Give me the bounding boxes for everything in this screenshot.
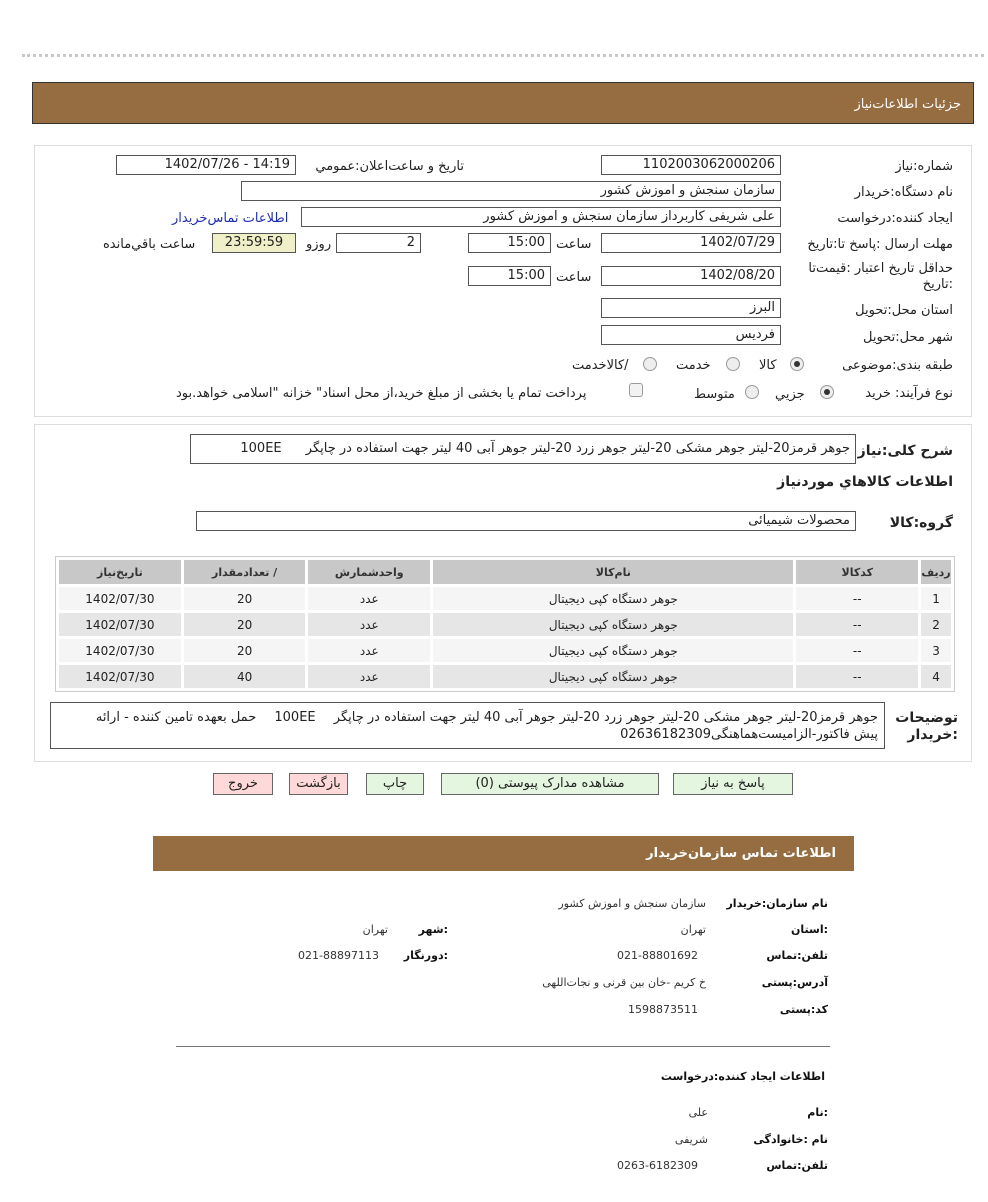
table-row <box>59 639 951 662</box>
city-label: شهر محل:تحویل <box>863 330 953 345</box>
cell-quantity: 20 <box>184 587 306 610</box>
remaining-label: ساعت باقي‌مانده <box>103 237 196 252</box>
process-radio-medium[interactable] <box>745 385 759 399</box>
cell-unit: عدد <box>308 639 430 662</box>
days-field: 2 <box>336 233 421 253</box>
buyer-notes-field <box>50 702 885 749</box>
creator-label: ایجاد کننده:درخواست <box>837 211 953 226</box>
table-row <box>59 665 951 688</box>
cell-row-number: 1 <box>921 587 951 610</box>
validity-date-field: 1402/08/20 <box>601 266 781 286</box>
cell-date: 1402/07/30 <box>59 587 181 610</box>
col-header-name: نام‌کالا <box>433 560 793 584</box>
contact-phone-value: 021-88801692 <box>617 949 698 962</box>
table-row <box>59 613 951 636</box>
buyer-contact-link[interactable]: اطلاعات تماس‌خریدار <box>172 211 289 226</box>
contact-title: اطلاعات تماس سازمان‌خریدار <box>646 846 836 861</box>
creator-section-title: اطلاعات ایجاد کننده:درخواست <box>660 1070 825 1083</box>
announce-field: 1402/07/26 - 14:19 <box>116 155 296 175</box>
buyer-notes-code: 100EE <box>274 710 316 725</box>
cell-row-number: 4 <box>921 665 951 688</box>
creator-field: علی شریفی کاربرداز سازمان سنجش و اموزش کشور <box>301 207 781 227</box>
page-header-bar <box>32 82 974 124</box>
col-header-row: ردیف <box>921 560 951 584</box>
summary-text: جوهر قرمز20-لیتر جوهر مشکی 20-لیتر جوهر زرد 20-لیتر جوهر آبی 40 لیتر جهت استفاده در چاپگر <box>305 441 850 456</box>
buyer-notes-line1 <box>57 709 878 726</box>
cell-name: جوهر دستگاه کپی دیجیتال <box>433 613 793 636</box>
creator-phone-value: 0263-6182309 <box>617 1159 698 1172</box>
deadline-time-field: 15:00 <box>468 233 551 253</box>
contact-phone-label: تلفن:تماس <box>766 949 828 962</box>
cell-name: جوهر دستگاه کپی دیجیتال <box>433 587 793 610</box>
goods-table <box>55 556 955 692</box>
process-option-minor: جزيي <box>775 387 805 402</box>
table-row <box>59 587 951 610</box>
contact-address-value: خ کریم -خان بین قرنی و نجات‌اللهی <box>542 976 706 989</box>
contact-fax-value: 021-88897113 <box>298 949 379 962</box>
summary-field <box>190 434 856 464</box>
validity-label: حداقل تاریخ اعتبار :قیمت‌تا :تاریخ <box>808 261 953 292</box>
cell-unit: عدد <box>308 613 430 636</box>
contact-fax-label: :دورنگار <box>403 949 448 962</box>
buyer-notes-text: جوهر قرمز20-لیتر جوهر مشکی 20-لیتر جوهر زرد 20-لیتر جوهر آبی 40 لیتر جهت استفاده در چاپگر <box>333 710 878 725</box>
cell-name: جوهر دستگاه کپی دیجیتال <box>433 639 793 662</box>
reply-button[interactable]: پاسخ به نیاز <box>673 773 793 795</box>
process-radio-minor[interactable] <box>820 385 834 399</box>
cell-name: جوهر دستگاه کپی دیجیتال <box>433 665 793 688</box>
cell-quantity: 20 <box>184 639 306 662</box>
treasury-payment-checkbox[interactable] <box>629 383 643 397</box>
cell-code: -- <box>796 665 918 688</box>
category-label: طبقه بندی:موضوعی <box>842 358 953 373</box>
col-header-quantity: / تعدادمقدار <box>184 560 306 584</box>
cell-unit: عدد <box>308 587 430 610</box>
province-field: البرز <box>601 298 781 318</box>
buyer-label: نام دستگاه:خریدار <box>854 185 953 200</box>
print-button[interactable]: چاپ <box>366 773 424 795</box>
cell-code: -- <box>796 639 918 662</box>
deadline-time-label: ساعت <box>556 237 592 252</box>
need-number-label: شماره:نیاز <box>895 159 953 174</box>
cell-unit: عدد <box>308 665 430 688</box>
contact-address-label: آدرس:پستی <box>761 976 828 989</box>
buyer-notes-line2: پیش فاکتور-الزامیست‌هماهنگی02636182309 <box>620 727 878 742</box>
deadline-date-field: 1402/07/29 <box>601 233 781 253</box>
category-option-goods-service: /کالاخدمت <box>572 358 629 373</box>
province-label: استان محل:تحویل <box>855 303 953 318</box>
contact-province-value: تهران <box>680 923 706 936</box>
col-header-date: تاریخ‌نیاز <box>59 560 181 584</box>
contact-postal-value: 1598873511 <box>628 1003 698 1016</box>
goods-table-header <box>59 560 951 584</box>
contact-city-value: تهران <box>362 923 388 936</box>
cell-quantity: 40 <box>184 665 306 688</box>
cell-row-number: 2 <box>921 613 951 636</box>
contact-city-label: :شهر <box>418 923 448 936</box>
buyer-notes-tail: حمل بعهده تامین کننده - ارائه <box>95 710 257 725</box>
col-header-code: کدکالا <box>796 560 918 584</box>
buyer-field: سازمان سنجش و اموزش کشور <box>241 181 781 201</box>
back-button[interactable]: بازگشت <box>289 773 348 795</box>
category-option-service: خدمت <box>676 358 711 373</box>
category-radio-service[interactable] <box>726 357 740 371</box>
category-option-goods: کالا <box>759 358 777 373</box>
page-title: جزئیات اطلاعات‌نیاز <box>854 97 961 112</box>
cell-date: 1402/07/30 <box>59 613 181 636</box>
cell-code: -- <box>796 587 918 610</box>
summary-code: 100EE <box>240 441 282 456</box>
org-name-label: نام سازمان:خریدار <box>726 897 828 910</box>
summary-label: شرح کلی:نیاز <box>857 443 953 459</box>
contact-divider <box>176 1046 830 1047</box>
deadline-label: مهلت ارسال :پاسخ تا:تاریخ <box>807 237 953 252</box>
creator-family-label: نام :خانوادگی <box>753 1133 828 1146</box>
top-dotted-divider <box>22 54 984 57</box>
need-number-field: 1102003062000206 <box>601 155 781 175</box>
category-radio-goods[interactable] <box>790 357 804 371</box>
validity-time-field: 15:00 <box>468 266 551 286</box>
view-attachments-button[interactable]: مشاهده مدارک پیوستی (0) <box>441 773 659 795</box>
contact-province-label: :استان <box>791 923 828 936</box>
creator-family-value: شریفی <box>674 1133 708 1146</box>
org-name-value: سازمان سنجش و اموزش کشور <box>558 897 706 910</box>
validity-time-label: ساعت <box>556 270 592 285</box>
days-label: روزو <box>306 237 332 252</box>
treasury-payment-note: پرداخت تمام یا بخشی از مبلغ خرید،از محل اسناد" خزانه "اسلامی خواهد.بود <box>176 386 587 401</box>
announce-label: تاریخ و ساعت‌اعلان:عمومي <box>315 159 464 174</box>
contact-postal-label: کد:پستی <box>779 1003 828 1016</box>
creator-name-label: :نام <box>807 1106 828 1119</box>
col-header-unit: واحدشمارش <box>308 560 430 584</box>
cell-date: 1402/07/30 <box>59 665 181 688</box>
creator-name-value: علی <box>688 1106 708 1119</box>
remaining-time-field: 23:59:59 <box>212 233 296 253</box>
process-option-medium: متوسط <box>694 387 735 402</box>
cell-quantity: 20 <box>184 613 306 636</box>
exit-button[interactable]: خروج <box>213 773 273 795</box>
cell-row-number: 3 <box>921 639 951 662</box>
category-radio-goods-service[interactable] <box>643 357 657 371</box>
buyer-notes-label: توضیحات :خریدار <box>895 710 958 743</box>
goods-group-field: محصولات شیمیائی <box>196 511 856 531</box>
cell-date: 1402/07/30 <box>59 639 181 662</box>
cell-code: -- <box>796 613 918 636</box>
goods-section-title: اطلاعات کالاهاي موردنیاز <box>777 474 953 490</box>
contact-header-bar <box>153 836 854 871</box>
goods-group-label: گروه:کالا <box>889 515 953 531</box>
creator-phone-label: تلفن:تماس <box>766 1159 828 1172</box>
process-label: نوع فرآیند: خرید <box>865 386 953 401</box>
city-field: فردیس <box>601 325 781 345</box>
